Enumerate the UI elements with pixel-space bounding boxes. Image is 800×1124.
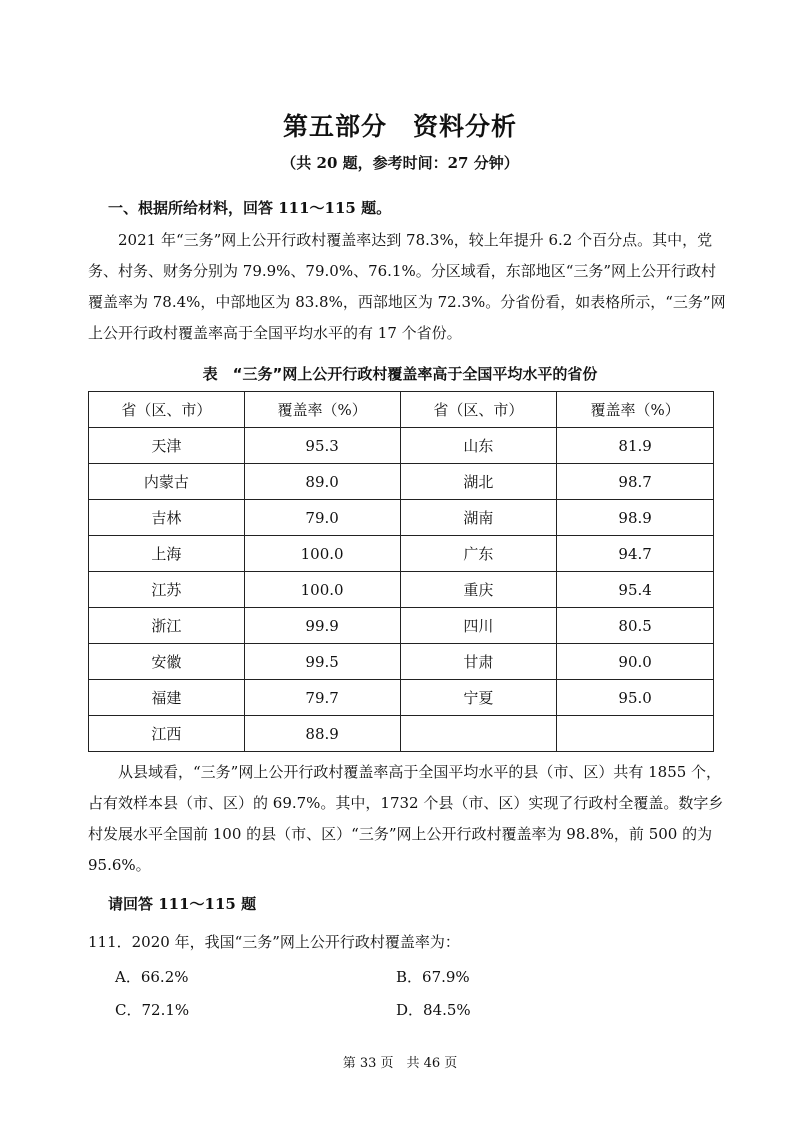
table-row <box>89 500 714 536</box>
table-cell: 90.0 <box>557 644 714 680</box>
page-subtitle: （共 20 题，参考时间：27 分钟） <box>281 154 519 172</box>
table-row <box>89 644 714 680</box>
table-row <box>89 464 714 500</box>
option-a: A．66.2% <box>115 968 189 986</box>
questions-heading: 请回答 111～115 题 <box>108 895 257 913</box>
page-title: 第五部分 资料分析 <box>282 112 517 141</box>
table-cell: 95.0 <box>557 680 714 716</box>
table-cell: 湖南 <box>400 500 557 536</box>
table-cell: 甘肃 <box>400 644 557 680</box>
table-title: 表 “三务”网上公开行政村覆盖率高于全国平均水平的省份 <box>202 365 598 383</box>
option-d: D．84.5% <box>396 1001 471 1019</box>
table-row <box>89 536 714 572</box>
coverage-table <box>88 391 714 752</box>
table-header-cell: 覆盖率（%） <box>557 392 714 428</box>
table-header-cell: 省（区、市） <box>400 392 557 428</box>
table-cell: 94.7 <box>557 536 714 572</box>
table-cell: 吉林 <box>89 500 245 536</box>
table-cell: 80.5 <box>557 608 714 644</box>
table-cell: 79.7 <box>244 680 400 716</box>
table-cell: 浙江 <box>89 608 245 644</box>
table-cell: 重庆 <box>400 572 557 608</box>
page-footer: 第 33 页 共 46 页 <box>342 1056 458 1071</box>
section-heading: 一、根据所给材料，回答 111～115 题。 <box>108 199 392 217</box>
table-cell: 安徽 <box>89 644 245 680</box>
table-cell: 100.0 <box>244 536 400 572</box>
table-cell: 79.0 <box>244 500 400 536</box>
table-row <box>89 428 714 464</box>
table-row <box>89 680 714 716</box>
option-c: C．72.1% <box>115 1001 190 1019</box>
table-cell: 100.0 <box>244 572 400 608</box>
table-header-cell: 覆盖率（%） <box>244 392 400 428</box>
table-cell: 81.9 <box>557 428 714 464</box>
table-cell: 99.9 <box>244 608 400 644</box>
table-cell: 四川 <box>400 608 557 644</box>
table-row <box>89 572 714 608</box>
table-cell: 福建 <box>89 680 245 716</box>
table-row <box>89 608 714 644</box>
table-header-cell: 省（区、市） <box>89 392 245 428</box>
table-cell: 89.0 <box>244 464 400 500</box>
table-cell <box>557 716 714 752</box>
table-cell: 天津 <box>89 428 245 464</box>
table-cell: 江西 <box>89 716 245 752</box>
material-paragraph-1: 2021 年“三务”网上公开行政村覆盖率达到 78.3%，较上年提升 6.2 个百分点。其中，党务、村务、财务分别为 79.9%、79.0%、76.1%。分区域看，东部地区“三务”网上公开行政村覆盖率为 78.4%，中部地区为 83.8%，西部地区为 72.3%。分省份看，如表格所示，“三务”网上公开行政村覆盖率高于全国平均水平的有 17 个省份。 <box>88 231 726 342</box>
table-cell: 湖北 <box>400 464 557 500</box>
table-cell: 99.5 <box>244 644 400 680</box>
table-cell: 88.9 <box>244 716 400 752</box>
table-cell: 广东 <box>400 536 557 572</box>
table-cell: 宁夏 <box>400 680 557 716</box>
table-cell: 95.4 <box>557 572 714 608</box>
table-cell: 98.9 <box>557 500 714 536</box>
table-cell: 98.7 <box>557 464 714 500</box>
table-header-row <box>89 392 714 428</box>
table-cell: 上海 <box>89 536 245 572</box>
table-cell: 江苏 <box>89 572 245 608</box>
table-cell: 内蒙古 <box>89 464 245 500</box>
table-row <box>89 716 714 752</box>
question-111-stem: 111．2020 年，我国“三务”网上公开行政村覆盖率为： <box>88 933 460 951</box>
material-paragraph-2: 从县域看，“三务”网上公开行政村覆盖率高于全国平均水平的县（市、区）共有 1855 个，占有效样本县（市、区）的 69.7%。其中，1732 个县（市、区）实现了行政村全覆盖。数字乡村发展水平全国前 100 的县（市、区）“三务”网上公开行政村覆盖率为 98.8%，前 500 的为 95.6%。 <box>88 763 724 874</box>
table-cell: 95.3 <box>244 428 400 464</box>
option-b: B．67.9% <box>396 968 470 986</box>
table-cell: 山东 <box>400 428 557 464</box>
table-cell <box>400 716 557 752</box>
